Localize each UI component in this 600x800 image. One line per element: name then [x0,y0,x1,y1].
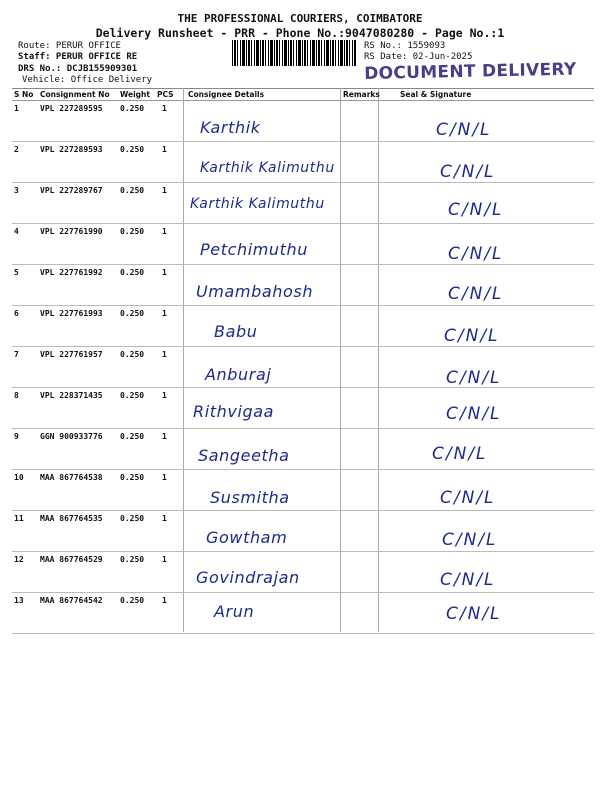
sno-cell: 10 [14,473,24,482]
table-row [12,388,594,429]
weight-cell: 0.250 [120,186,145,195]
signature-text: C/N/L [448,284,504,304]
pcs-cell: 1 [162,432,167,441]
col-weight: Weight [120,90,150,99]
signature-text: C/N/L [448,244,504,264]
weight-cell: 0.250 [120,268,145,277]
sno-cell: 12 [14,555,24,564]
weight-cell: 0.250 [120,596,145,605]
col-sno: S No [14,90,34,99]
consignment-number: MAA 867764542 [40,596,103,605]
table-row [12,470,594,511]
table-row [12,552,594,593]
consignee-name: Sangeetha [198,446,290,465]
pcs-cell: 1 [162,555,167,564]
table-row [12,347,594,388]
pcs-cell: 1 [162,514,167,523]
consignment-number: MAA 867764535 [40,514,103,523]
consignee-name: Babu [214,322,258,341]
runsheet-subtitle: Delivery Runsheet - PRR - Phone No.:9047080280 - Page No.:1 [95,26,505,40]
weight-cell: 0.250 [120,514,145,523]
col-seal: Seal & Signature [400,90,472,99]
col-consignment: Consignment No [40,90,110,99]
row-divider [12,633,594,634]
sno-cell: 6 [14,309,19,318]
pcs-cell: 1 [162,186,167,195]
weight-cell: 0.250 [120,432,145,441]
col-remarks: Remarks [343,90,380,99]
rs-number: RS No.: 1559093 [364,41,446,51]
weight-cell: 0.250 [120,391,145,400]
sno-cell: 3 [14,186,19,195]
consignment-number: VPL 227761990 [40,227,103,236]
consignment-number: VPL 227289767 [40,186,103,195]
barcode-image [232,40,356,66]
pcs-cell: 1 [162,391,167,400]
sno-cell: 13 [14,596,24,605]
consignee-name: Arun [214,602,255,621]
signature-text: C/N/L [446,604,502,624]
weight-cell: 0.250 [120,473,145,482]
consignee-name: Karthik Kalimuthu [190,196,325,212]
signature-text: C/N/L [440,488,496,508]
signature-text: C/N/L [446,404,502,424]
sno-cell: 4 [14,227,19,236]
weight-cell: 0.250 [120,555,145,564]
drs-number: DRS No.: DCJB155909301 [18,64,138,74]
pcs-cell: 1 [162,596,167,605]
consignee-name: Karthik Kalimuthu [200,160,335,176]
consignment-number: MAA 867764538 [40,473,103,482]
pcs-cell: 1 [162,350,167,359]
rs-date: RS Date: 02-Jun-2025 [364,52,473,62]
vehicle-label: Vehicle: Office Delivery [22,75,153,85]
signature-text: C/N/L [440,570,496,590]
consignee-name: Susmitha [210,488,290,507]
staff-label: Staff: PERUR OFFICE RE [18,52,138,62]
consignee-name: Rithvigaa [193,402,275,421]
weight-cell: 0.250 [120,350,145,359]
signature-text: C/N/L [444,326,500,346]
pcs-cell: 1 [162,268,167,277]
consignee-name: Anburaj [205,365,272,384]
sno-cell: 5 [14,268,19,277]
signature-text: C/N/L [436,120,492,140]
sno-cell: 9 [14,432,19,441]
sno-cell: 11 [14,514,24,523]
route-label: Route: PERUR OFFICE [18,41,121,51]
pcs-cell: 1 [162,145,167,154]
signature-text: C/N/L [440,162,496,182]
pcs-cell: 1 [162,227,167,236]
signature-text: C/N/L [432,444,488,464]
consignee-name: Karthik [200,118,261,137]
weight-cell: 0.250 [120,309,145,318]
sno-cell: 1 [14,104,19,113]
table-row [12,101,594,142]
consignment-number: VPL 227289595 [40,104,103,113]
sno-cell: 2 [14,145,19,154]
consignee-name: Umambahosh [196,282,314,301]
sno-cell: 8 [14,391,19,400]
consignee-name: Petchimuthu [200,240,309,259]
company-title: THE PROFESSIONAL COURIERS, COIMBATORE [177,12,423,25]
consignee-name: Gowtham [206,528,288,547]
consignment-number: VPL 227289593 [40,145,103,154]
pcs-cell: 1 [162,473,167,482]
consignee-name: Govindrajan [196,568,300,587]
consignment-number: VPL 227761992 [40,268,103,277]
consignment-number: VPL 228371435 [40,391,103,400]
weight-cell: 0.250 [120,145,145,154]
table-row [12,306,594,347]
signature-text: C/N/L [448,200,504,220]
table-top-border [12,88,594,89]
table-row [12,511,594,552]
table-row [12,429,594,470]
consignment-number: VPL 227761993 [40,309,103,318]
col-consignee: Consignee Details [188,90,265,99]
weight-cell: 0.250 [120,104,145,113]
document-delivery-stamp: DOCUMENT DELIVERY [364,59,577,84]
signature-text: C/N/L [446,368,502,388]
sno-cell: 7 [14,350,19,359]
col-pcs: PCS [157,90,174,99]
consignment-number: VPL 227761957 [40,350,103,359]
consignment-number: MAA 867764529 [40,555,103,564]
weight-cell: 0.250 [120,227,145,236]
consignment-number: GGN 900933776 [40,432,103,441]
table-row [12,593,594,634]
pcs-cell: 1 [162,309,167,318]
pcs-cell: 1 [162,104,167,113]
signature-text: C/N/L [442,530,498,550]
